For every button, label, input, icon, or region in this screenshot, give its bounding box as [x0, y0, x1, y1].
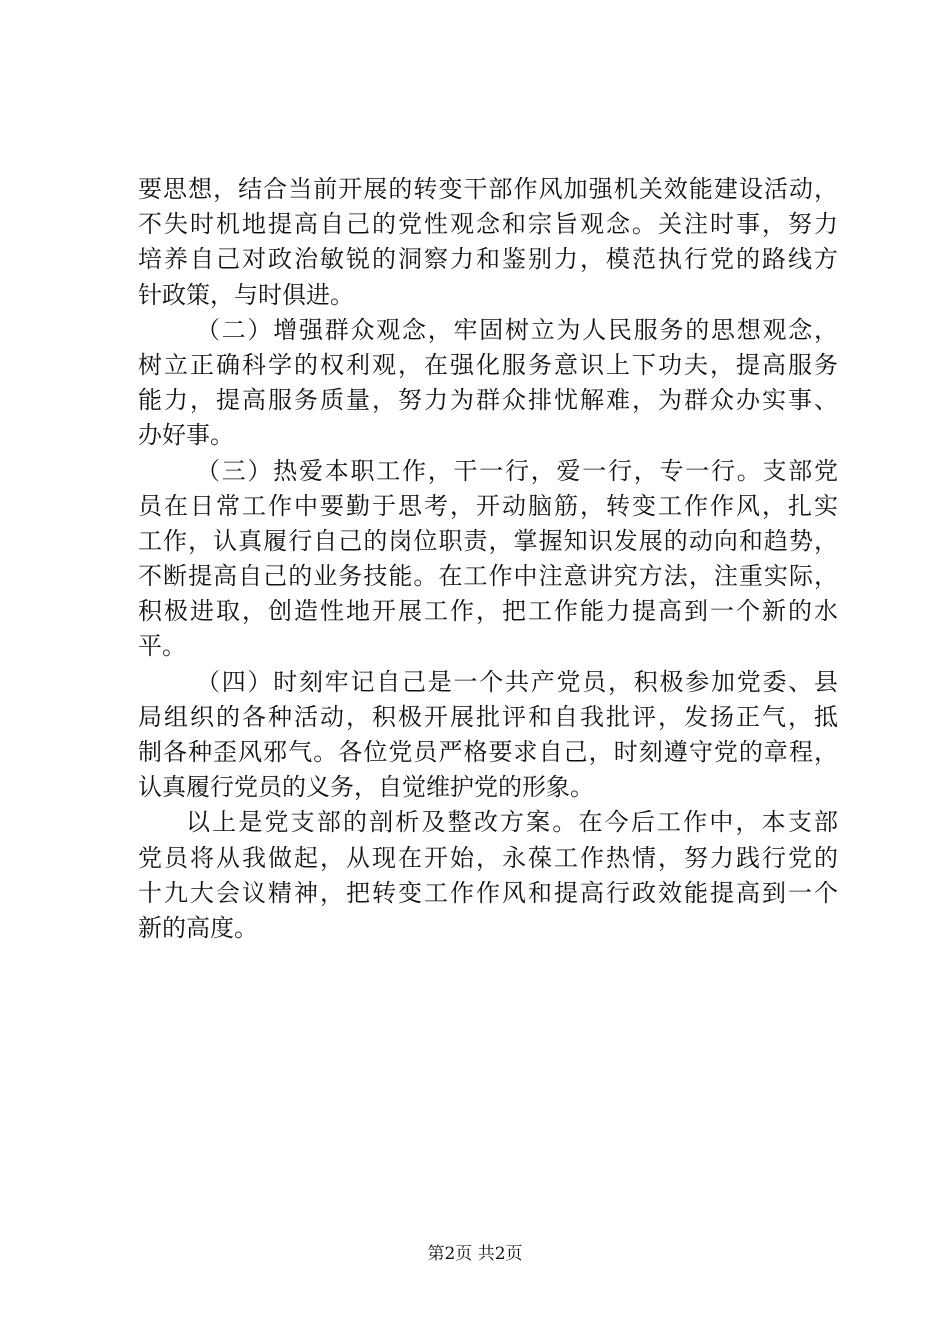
text-line: 新的高度。 — [138, 913, 258, 942]
text-line: 工作，认真履行自己的岗位职责，掌握知识发展的动向和趋势， — [138, 526, 838, 555]
text-line: 党员将从我做起，从现在开始，永葆工作热情，努力践行党的 — [138, 843, 838, 872]
text-line: 员在日常工作中要勤于思考，开动脑筋，转变工作作风，扎实 — [138, 491, 838, 520]
paragraph-3 — [138, 454, 838, 665]
text-line: 要思想，结合当前开展的转变干部作风加强机关效能建设活动， — [138, 175, 838, 203]
text-line: 能力，提高服务质量，努力为群众排忧解难，为群众办实事、 — [138, 386, 838, 415]
text-line: 认真履行党员的义务，自觉维护党的形象。 — [138, 773, 594, 802]
text-line: 平。 — [138, 632, 186, 661]
text-line: （二）增强群众观念，牢固树立为人民服务的思想观念， — [196, 315, 838, 344]
text-line: 制各种歪风邪气。各位党员严格要求自己，时刻遵守党的章程， — [138, 738, 838, 766]
text-line: 针政策，与时俱进。 — [138, 280, 354, 309]
text-line: 办好事。 — [138, 421, 234, 450]
text-line: 培养自己对政治敏锐的洞察力和鉴别力，模范执行党的路线方 — [138, 245, 838, 274]
text-line: 积极进取，创造性地开展工作，把工作能力提高到一个新的水 — [138, 597, 838, 626]
text-line: 不失时机地提高自己的党性观念和宗旨观念。关注时事，努力 — [138, 210, 838, 239]
paragraph-1 — [138, 172, 838, 313]
text-line: （四）时刻牢记自己是一个共产党员，积极参加党委、县 — [196, 667, 838, 696]
body-text — [138, 172, 838, 946]
paragraph-2 — [138, 313, 838, 454]
text-line: 树立正确科学的权利观，在强化服务意识上下功夫，提高服务 — [138, 350, 838, 379]
text-line: 以上是党支部的剖析及整改方案。在今后工作中，本支部 — [186, 808, 838, 837]
text-line: （三）热爱本职工作，干一行，爱一行，专一行。支部党 — [196, 456, 838, 485]
page-number-footer: 第2页 共2页 — [427, 1244, 523, 1264]
text-line: 局组织的各种活动，积极开展批评和自我批评，发扬正气，抵 — [138, 702, 838, 731]
paragraph-5 — [138, 805, 838, 946]
text-line: 十九大会议精神，把转变工作作风和提高行政效能提高到一个 — [138, 878, 838, 907]
paragraph-4 — [138, 665, 838, 806]
text-line: 不断提高自己的业务技能。在工作中注意讲究方法，注重实际， — [138, 562, 838, 591]
